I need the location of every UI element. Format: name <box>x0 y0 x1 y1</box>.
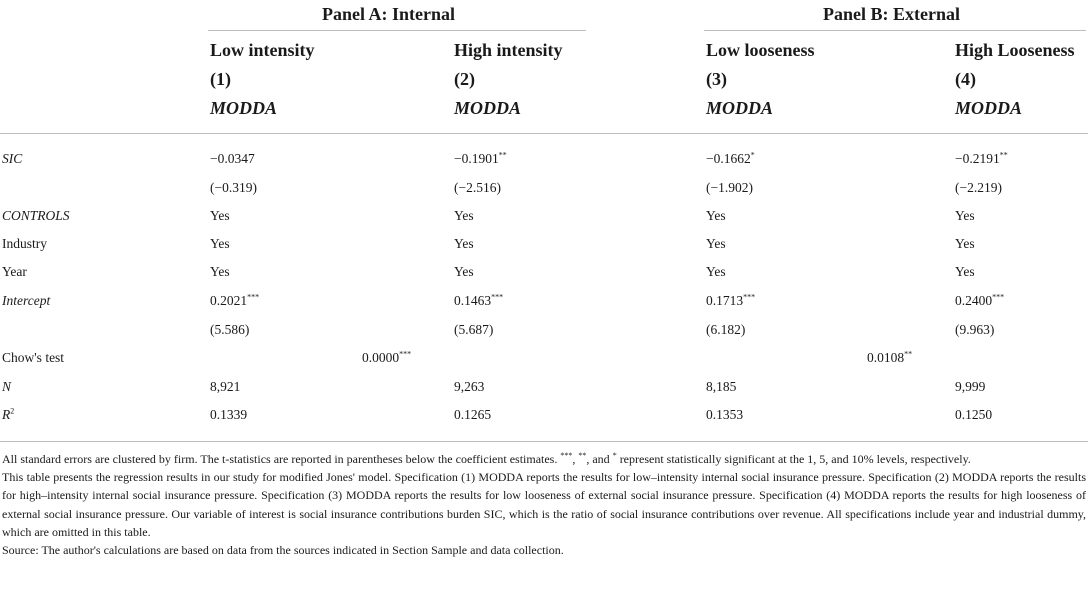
table-cell: 0.0108** <box>867 349 913 365</box>
panel-a-rule <box>208 30 586 31</box>
header-rule <box>0 133 1088 134</box>
table-notes <box>2 450 1086 559</box>
row-label-n: N <box>2 379 12 394</box>
table-cell: Yes <box>706 264 726 279</box>
table-cell-tstat: (−0.319) <box>210 180 257 195</box>
row-label-chow-test: Chow's test <box>2 350 65 365</box>
column-label: High Looseness <box>955 40 1075 60</box>
table-cell: 0.1339 <box>210 407 248 422</box>
column-dependent-variable: MODDA <box>955 98 1023 118</box>
table-cell-tstat: (6.182) <box>706 322 746 337</box>
table-cell: Yes <box>955 264 975 279</box>
row-label-sic: SIC <box>2 151 23 166</box>
table-cell: Yes <box>454 236 474 251</box>
table-cell: −0.1901** <box>454 150 507 166</box>
column-header-3 <box>706 36 815 123</box>
column-header-2 <box>454 36 563 123</box>
note-source: Source: The author's calculations are based on data from the sources indicated in Section Sample and data collection. <box>2 543 564 558</box>
table-cell: Yes <box>454 208 474 223</box>
table-cell: 8,921 <box>210 379 241 394</box>
row-label-controls: CONTROLS <box>2 208 70 223</box>
column-dependent-variable: MODDA <box>706 98 774 118</box>
table-cell: Yes <box>955 208 975 223</box>
column-number: (2) <box>454 69 475 89</box>
table-cell-tstat: (9.963) <box>955 322 995 337</box>
table-cell: 0.1463*** <box>454 292 504 308</box>
table-cell: Yes <box>706 208 726 223</box>
table-cell: 0.2400*** <box>955 292 1005 308</box>
table-cell: Yes <box>210 236 230 251</box>
table-cell: 0.1250 <box>955 407 993 422</box>
table-cell: 0.0000*** <box>362 349 412 365</box>
panel-a-title: Panel A: Internal <box>322 4 455 24</box>
column-label: Low looseness <box>706 40 815 60</box>
column-number: (3) <box>706 69 727 89</box>
column-number: (1) <box>210 69 231 89</box>
table-cell: −0.2191** <box>955 150 1008 166</box>
panel-b-title: Panel B: External <box>823 4 960 24</box>
table-cell: 0.1353 <box>706 407 744 422</box>
column-dependent-variable: MODDA <box>210 98 278 118</box>
row-label-industry: Industry <box>2 236 47 251</box>
panel-b-rule <box>704 30 1086 31</box>
table-cell: 8,185 <box>706 379 737 394</box>
table-cell: 9,263 <box>454 379 485 394</box>
row-label-year: Year <box>2 264 27 279</box>
table-cell: −0.1662* <box>706 150 755 166</box>
column-label: Low intensity <box>210 40 315 60</box>
table-cell-tstat: (−1.902) <box>706 180 753 195</box>
table-cell: 0.1713*** <box>706 292 756 308</box>
table-cell: Yes <box>955 236 975 251</box>
table-cell: Yes <box>210 264 230 279</box>
column-dependent-variable: MODDA <box>454 98 522 118</box>
table-cell-tstat: (−2.219) <box>955 180 1002 195</box>
table-cell: 0.2021*** <box>210 292 260 308</box>
table-cell: Yes <box>210 208 230 223</box>
table-cell: −0.0347 <box>210 151 255 166</box>
note-standard-errors: All standard errors are clustered by firm. The t-statistics are reported in parentheses below the coefficient estimates. ***, **, and * represent statistically significant at the 1, 5, and 10% levels, respectively. <box>2 451 971 466</box>
row-label-intercept: Intercept <box>2 293 51 308</box>
column-label: High intensity <box>454 40 563 60</box>
table-cell-tstat: (5.586) <box>210 322 250 337</box>
table-cell: 0.1265 <box>454 407 492 422</box>
note-description: This table presents the regression results in our study for modified Jones' model. Specification (1) MODDA reports the results for low–intensity internal social insurance pressure. Specification (2) MODDA reports the results for high–intensity internal social insurance pressure. Specification (3) MODDA reports the results for low looseness of external social insurance pressure. Specification (4) MODDA reports the results for high looseness of external social insurance pressure. Our variable of interest is social insurance contributions burden SIC, which is the ratio of social insurance contributions over revenue. All specifications include year and industrial dummy, which are omitted in this table. <box>2 470 1086 539</box>
table-cell-tstat: (5.687) <box>454 322 494 337</box>
table-cell: Yes <box>454 264 474 279</box>
row-label-r-squared: $R^2$ <box>2 406 15 422</box>
column-header-1 <box>210 36 315 123</box>
table-cell-tstat: (−2.516) <box>454 180 501 195</box>
table-bottom-rule <box>0 441 1088 442</box>
column-header-4 <box>955 36 1075 123</box>
table-cell: Yes <box>706 236 726 251</box>
table-cell: 9,999 <box>955 379 986 394</box>
column-number: (4) <box>955 69 976 89</box>
